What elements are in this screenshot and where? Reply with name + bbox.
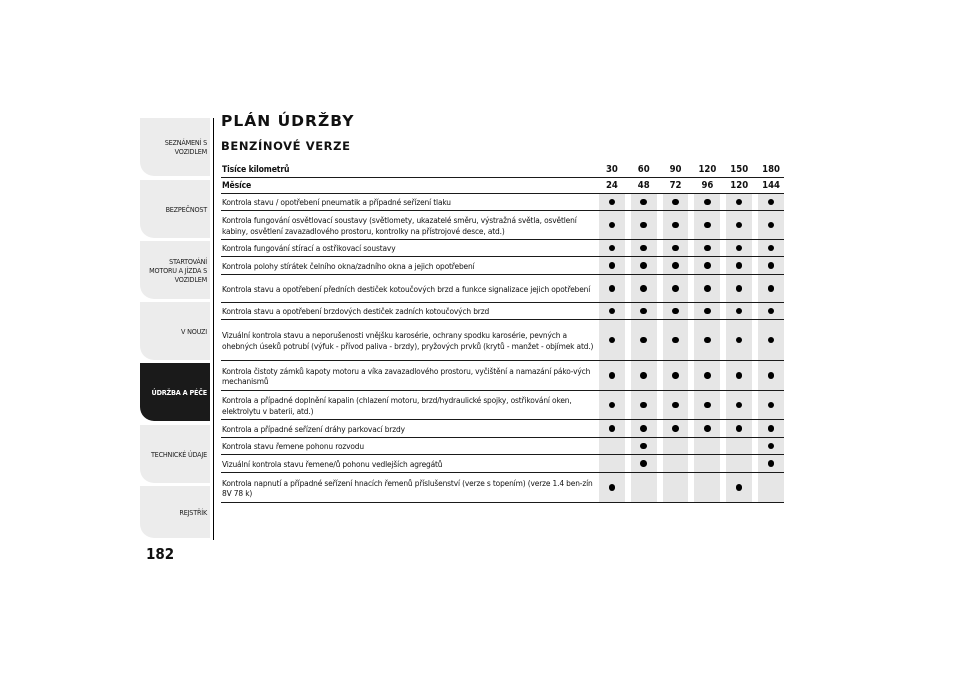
schedule-cell: [663, 320, 689, 360]
task-text: Vizuální kontrola stavu řemene/ů pohonu vedlejších agregátů: [222, 458, 443, 469]
interval-value: 96: [701, 180, 714, 191]
schedule-cell: [599, 211, 625, 239]
task-description: [221, 391, 599, 419]
task-description: [221, 303, 599, 319]
scheduled-dot-icon: [672, 337, 679, 344]
sidebar-tab-label: REJSTŘÍK: [179, 507, 207, 517]
task-text: Kontrola napnutí a případné seřízení hnacích řemenů příslušenství (verze s topením) (verze 1.4 ben-zín 8V 78 k): [222, 477, 593, 498]
task-text: Vizuální kontrola stavu a neporušenosti vnějšku karosérie, ochrany spodku karosérie, pevných a ohebných úseků potrubí (výfuk - přívod paliva - brzdy), pryžových prvků (krytů - manžet - objímek atd.): [222, 330, 594, 351]
schedule-cell: [758, 438, 784, 454]
schedule-cell: [726, 257, 752, 274]
scheduled-dot-icon: [640, 460, 647, 467]
scheduled-dot-icon: [704, 245, 711, 252]
scheduled-dot-icon: [609, 308, 616, 315]
task-text: Kontrola stavu řemene pohonu rozvodu: [222, 441, 364, 452]
interval-value: 120: [698, 164, 717, 175]
schedule-cell: [631, 240, 657, 256]
sidebar-tab-technical-data[interactable]: [140, 425, 210, 483]
task-description: [221, 320, 599, 360]
header-row-months: [221, 178, 784, 194]
schedule-cell: [663, 473, 689, 502]
schedule-cell: [631, 257, 657, 274]
schedule-cell: [631, 275, 657, 302]
interval-value: 150: [730, 164, 749, 175]
interval-value: 90: [669, 164, 682, 175]
schedule-cell: [758, 275, 784, 302]
scheduled-dot-icon: [672, 245, 679, 252]
scheduled-dot-icon: [768, 199, 775, 206]
scheduled-dot-icon: [672, 199, 679, 206]
scheduled-dot-icon: [672, 222, 679, 229]
task-description: [221, 361, 599, 390]
schedule-cell: [631, 194, 657, 210]
scheduled-dot-icon: [640, 443, 647, 450]
schedule-cell: [599, 194, 625, 210]
scheduled-dot-icon: [640, 262, 647, 269]
task-text: Kontrola čistoty zámků kapoty motoru a víka zavazadlového prostoru, vyčištění a namazání páko-vých mechanismů: [222, 365, 591, 386]
interval-value: 72: [669, 180, 682, 191]
sidebar-tab-label: V NOUZI: [181, 326, 207, 336]
schedule-cell: [663, 361, 689, 390]
scheduled-dot-icon: [768, 245, 775, 252]
schedule-cell: [631, 455, 657, 472]
schedule-cell: [758, 303, 784, 319]
table-row: [221, 361, 784, 391]
scheduled-dot-icon: [736, 372, 743, 379]
header-row-kilometers: [221, 162, 784, 178]
schedule-cell: [599, 473, 625, 502]
schedule-cell: [726, 275, 752, 302]
schedule-cell: [694, 361, 720, 390]
scheduled-dot-icon: [672, 372, 679, 379]
sidebar-tab-maintenance[interactable]: [140, 363, 210, 421]
schedule-cell: [694, 455, 720, 472]
interval-value: 144: [762, 180, 780, 191]
scheduled-dot-icon: [640, 245, 647, 252]
sidebar-tab-label: STARTOVÁNÍ MOTORU A JÍZDA S VOZIDLEM: [149, 256, 207, 284]
schedule-cell: [663, 455, 689, 472]
schedule-cell: [631, 473, 657, 502]
task-description: [221, 257, 599, 274]
schedule-cell: [758, 420, 784, 437]
interval-value: 48: [637, 180, 650, 191]
interval-value: 24: [605, 180, 618, 191]
schedule-cell: [726, 240, 752, 256]
sidebar-tab-starting-driving[interactable]: [140, 241, 210, 299]
schedule-cell: [663, 275, 689, 302]
schedule-cell: [726, 303, 752, 319]
schedule-cell: [758, 391, 784, 419]
scheduled-dot-icon: [768, 308, 775, 315]
scheduled-dot-icon: [704, 199, 711, 206]
scheduled-dot-icon: [704, 222, 711, 229]
scheduled-dot-icon: [640, 308, 647, 315]
schedule-cell: [694, 391, 720, 419]
scheduled-dot-icon: [736, 402, 743, 409]
schedule-cell: [726, 391, 752, 419]
schedule-cell: [663, 240, 689, 256]
schedule-cell: [663, 303, 689, 319]
schedule-cell: [599, 420, 625, 437]
table-row: [221, 391, 784, 420]
schedule-cell: [694, 275, 720, 302]
scheduled-dot-icon: [736, 199, 743, 206]
sidebar-tab-label: SEZNÁMENÍ S VOZIDLEM: [164, 138, 207, 156]
scheduled-dot-icon: [736, 308, 743, 315]
schedule-cell: [726, 194, 752, 210]
task-text: Kontrola a případné seřízení dráhy parkovací brzdy: [222, 423, 405, 434]
scheduled-dot-icon: [609, 337, 616, 344]
sidebar-tab-label: TECHNICKÉ ÚDAJE: [150, 449, 207, 459]
task-description: [221, 275, 599, 302]
scheduled-dot-icon: [640, 337, 647, 344]
scheduled-dot-icon: [704, 262, 711, 269]
schedule-cell: [599, 320, 625, 360]
schedule-cell: [663, 438, 689, 454]
schedule-cell: [663, 257, 689, 274]
scheduled-dot-icon: [609, 372, 616, 379]
scheduled-dot-icon: [704, 285, 711, 292]
schedule-cell: [631, 211, 657, 239]
scheduled-dot-icon: [640, 285, 647, 292]
schedule-cell: [663, 194, 689, 210]
task-text: Kontrola stavu a opotřebení předních destiček kotoučových brzd a funkce signalizace jejich opotřebení: [222, 283, 591, 294]
scheduled-dot-icon: [609, 222, 616, 229]
maintenance-schedule-table: [221, 162, 784, 503]
scheduled-dot-icon: [768, 285, 775, 292]
table-row: [221, 257, 784, 275]
scheduled-dot-icon: [736, 285, 743, 292]
schedule-cell: [663, 391, 689, 419]
schedule-cell: [758, 211, 784, 239]
task-description: [221, 455, 599, 472]
schedule-cell: [694, 211, 720, 239]
schedule-cell: [599, 361, 625, 390]
sidebar-tab-label: BEZPEČNOST: [165, 204, 207, 214]
page-number: 182: [146, 545, 175, 563]
schedule-cell: [694, 194, 720, 210]
schedule-cell: [694, 240, 720, 256]
task-description: [221, 211, 599, 239]
scheduled-dot-icon: [704, 337, 711, 344]
table-row: [221, 194, 784, 211]
sidebar-tab-safety[interactable]: [140, 180, 210, 238]
schedule-cell: [694, 420, 720, 437]
schedule-cell: [758, 320, 784, 360]
sidebar-tab-index[interactable]: [140, 486, 210, 538]
scheduled-dot-icon: [609, 245, 616, 252]
schedule-cell: [599, 391, 625, 419]
scheduled-dot-icon: [768, 262, 775, 269]
task-text: Kontrola stavu / opotřebení pneumatik a případné seřízení tlaku: [222, 197, 451, 208]
scheduled-dot-icon: [768, 443, 775, 450]
sidebar-tab-emergency[interactable]: [140, 302, 210, 360]
scheduled-dot-icon: [640, 402, 647, 409]
table-row: [221, 420, 784, 438]
scheduled-dot-icon: [672, 402, 679, 409]
scheduled-dot-icon: [704, 425, 711, 432]
schedule-cell: [694, 257, 720, 274]
task-description: [221, 438, 599, 454]
schedule-cell: [631, 320, 657, 360]
interval-value: 120: [730, 180, 749, 191]
interval-value: 60: [637, 164, 650, 175]
interval-value: 30: [605, 164, 618, 175]
table-row: [221, 320, 784, 361]
scheduled-dot-icon: [672, 425, 679, 432]
table-row: [221, 240, 784, 257]
scheduled-dot-icon: [736, 245, 743, 252]
schedule-cell: [694, 320, 720, 360]
table-row: [221, 438, 784, 455]
schedule-cell: [631, 438, 657, 454]
schedule-cell: [663, 420, 689, 437]
schedule-cell: [631, 391, 657, 419]
schedule-cell: [726, 455, 752, 472]
schedule-cell: [726, 320, 752, 360]
scheduled-dot-icon: [768, 402, 775, 409]
schedule-cell: [758, 361, 784, 390]
scheduled-dot-icon: [768, 337, 775, 344]
scheduled-dot-icon: [768, 222, 775, 229]
schedule-cell: [599, 275, 625, 302]
schedule-cell: [726, 438, 752, 454]
task-text: Kontrola a případné doplnění kapalin (chlazení motoru, brzd/hydraulické spojky, ostřikování oken, elektrolytu v baterii, atd.): [222, 395, 572, 416]
scheduled-dot-icon: [672, 262, 679, 269]
task-text: Kontrola stavu a opotřebení brzdových destiček zadních kotoučových brzd: [222, 306, 490, 317]
task-text: Kontrola fungování stírací a ostřikovací soustavy: [222, 243, 396, 254]
scheduled-dot-icon: [736, 337, 743, 344]
scheduled-dot-icon: [736, 425, 743, 432]
scheduled-dot-icon: [704, 308, 711, 315]
scheduled-dot-icon: [672, 308, 679, 315]
scheduled-dot-icon: [768, 460, 775, 467]
scheduled-dot-icon: [609, 484, 616, 491]
schedule-cell: [599, 240, 625, 256]
scheduled-dot-icon: [609, 199, 616, 206]
scheduled-dot-icon: [609, 425, 616, 432]
scheduled-dot-icon: [768, 372, 775, 379]
schedule-cell: [631, 420, 657, 437]
schedule-cell: [726, 473, 752, 502]
task-description: [221, 240, 599, 256]
schedule-cell: [663, 211, 689, 239]
schedule-cell: [694, 473, 720, 502]
schedule-cell: [726, 211, 752, 239]
row-label: Měsíce: [222, 180, 252, 191]
scheduled-dot-icon: [609, 285, 616, 292]
task-description: [221, 420, 599, 437]
section-subtitle: BENZÍNOVÉ VERZE: [221, 139, 351, 153]
task-description: [221, 194, 599, 210]
interval-value: 180: [762, 164, 780, 175]
task-description: [221, 473, 599, 502]
schedule-cell: [599, 303, 625, 319]
schedule-cell: [631, 303, 657, 319]
scheduled-dot-icon: [704, 372, 711, 379]
page-title: PLÁN ÚDRŽBY: [221, 112, 355, 130]
scheduled-dot-icon: [609, 402, 616, 409]
schedule-cell: [758, 194, 784, 210]
scheduled-dot-icon: [640, 222, 647, 229]
sidebar-divider: [213, 118, 214, 540]
scheduled-dot-icon: [640, 372, 647, 379]
schedule-cell: [726, 420, 752, 437]
table-row: [221, 303, 784, 320]
table-row: [221, 275, 784, 303]
table-row: [221, 211, 784, 240]
scheduled-dot-icon: [736, 484, 743, 491]
table-row: [221, 455, 784, 473]
scheduled-dot-icon: [736, 222, 743, 229]
schedule-cell: [631, 361, 657, 390]
task-text: Kontrola polohy stírátek čelního okna/zadního okna a jejich opotřebení: [222, 260, 475, 271]
task-text: Kontrola fungování osvětlovací soustavy (světlomety, ukazatelé směru, výstražná světla, osvětlení kabiny, osvětlení zavazadlového prostoru, kontrolky na přístrojové desce, atd.): [222, 215, 577, 236]
sidebar-tab-label: ÚDRŽBA A PÉČE: [151, 387, 207, 397]
scheduled-dot-icon: [609, 262, 616, 269]
table-row: [221, 473, 784, 503]
schedule-cell: [758, 473, 784, 502]
schedule-cell: [694, 303, 720, 319]
sidebar-tab-intro[interactable]: [140, 118, 210, 176]
row-label: Tisíce kilometrů: [222, 164, 290, 175]
schedule-cell: [758, 240, 784, 256]
scheduled-dot-icon: [768, 425, 775, 432]
scheduled-dot-icon: [640, 425, 647, 432]
scheduled-dot-icon: [672, 285, 679, 292]
schedule-cell: [758, 257, 784, 274]
schedule-cell: [694, 438, 720, 454]
scheduled-dot-icon: [704, 402, 711, 409]
schedule-cell: [599, 438, 625, 454]
schedule-cell: [758, 455, 784, 472]
schedule-cell: [599, 257, 625, 274]
schedule-cell: [726, 361, 752, 390]
schedule-cell: [599, 455, 625, 472]
scheduled-dot-icon: [736, 262, 743, 269]
scheduled-dot-icon: [640, 199, 647, 206]
